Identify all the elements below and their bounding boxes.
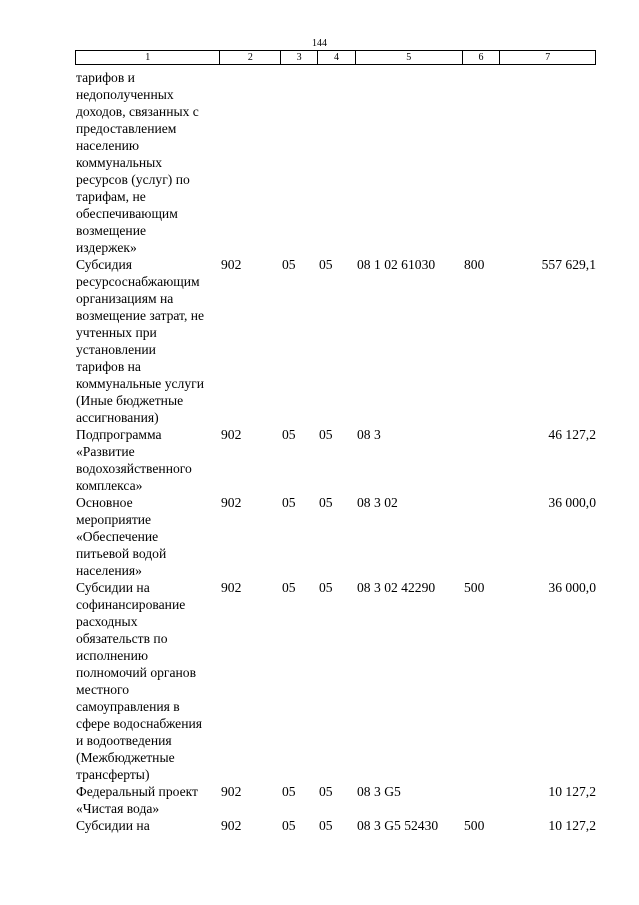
header-col-4: 4 <box>318 51 356 64</box>
row-col-2: 902 <box>221 257 242 272</box>
table-row <box>76 494 596 579</box>
row-col-5: 08 3 02 42290 <box>357 580 436 595</box>
row-col-7: 36 000,0 <box>548 580 596 595</box>
row-col-2: 902 <box>221 784 242 799</box>
row-col-3: 05 <box>282 818 296 833</box>
table-row <box>76 783 596 817</box>
row-col-4: 05 <box>319 580 333 595</box>
row-col-4: 05 <box>319 427 333 442</box>
row-col-5: 08 1 02 61030 <box>357 257 436 272</box>
row-col-2: 902 <box>221 495 242 510</box>
table-body <box>76 69 596 834</box>
row-col-3: 05 <box>282 784 296 799</box>
row-col-4: 05 <box>319 784 333 799</box>
table-row <box>76 426 596 494</box>
row-col-2: 902 <box>221 580 242 595</box>
row-col-4: 05 <box>319 495 333 510</box>
row-name: тарифов и недополученных доходов, связанных с предоставлением населению коммунальных ресурсов (услуг) по тарифам, не обеспечивающим возмещение издержек» <box>76 70 199 255</box>
row-name: Субсидия ресурсоснабжающим организациям на возмещение затрат, не учтенных при установлении тарифов на коммунальные услуги (Иные бюджетные ассигнования) <box>76 257 205 425</box>
row-col-5: 08 3 G5 <box>357 784 401 799</box>
table-row <box>76 256 596 426</box>
row-name: Основное мероприятие «Обеспечение питьевой водой населения» <box>76 495 167 578</box>
row-col-7: 46 127,2 <box>548 427 596 442</box>
row-name: Субсидии на софинансирование расходных обязательств по исполнению полномочий органов местного самоуправления в сфере водоснабжения и водоотведения (Межбюджетные трансферты) <box>76 580 203 782</box>
header-col-3: 3 <box>281 51 318 64</box>
row-col-6: 500 <box>464 818 485 833</box>
row-col-7: 10 127,2 <box>548 784 596 799</box>
row-col-7: 557 629,1 <box>541 257 596 272</box>
row-col-4: 05 <box>319 818 333 833</box>
table-row <box>76 579 596 783</box>
row-col-3: 05 <box>282 427 296 442</box>
row-col-3: 05 <box>282 495 296 510</box>
row-col-7: 36 000,0 <box>548 495 596 510</box>
header-col-6: 6 <box>463 51 501 64</box>
row-col-5: 08 3 02 <box>357 495 398 510</box>
row-col-4: 05 <box>319 257 333 272</box>
row-col-2: 902 <box>221 818 242 833</box>
row-col-5: 08 3 <box>357 427 381 442</box>
row-name: Подпрограмма «Развитие водохозяйственного комплекса» <box>76 427 192 493</box>
row-col-3: 05 <box>282 257 296 272</box>
page-number: 144 <box>312 38 327 49</box>
row-name: Федеральный проект «Чистая вода» <box>76 784 198 816</box>
row-col-6: 800 <box>464 257 485 272</box>
header-col-2: 2 <box>220 51 281 64</box>
row-col-7: 10 127,2 <box>548 818 596 833</box>
row-col-5: 08 3 G5 52430 <box>357 818 439 833</box>
row-col-6: 500 <box>464 580 485 595</box>
table-row <box>76 69 596 256</box>
header-col-5: 5 <box>356 51 463 64</box>
header-col-1: 1 <box>76 51 220 64</box>
header-col-7: 7 <box>545 52 551 63</box>
row-col-3: 05 <box>282 580 296 595</box>
row-name: Субсидии на <box>76 818 150 833</box>
table-row <box>76 817 596 834</box>
table-header-row <box>75 50 596 65</box>
row-col-2: 902 <box>221 427 242 442</box>
